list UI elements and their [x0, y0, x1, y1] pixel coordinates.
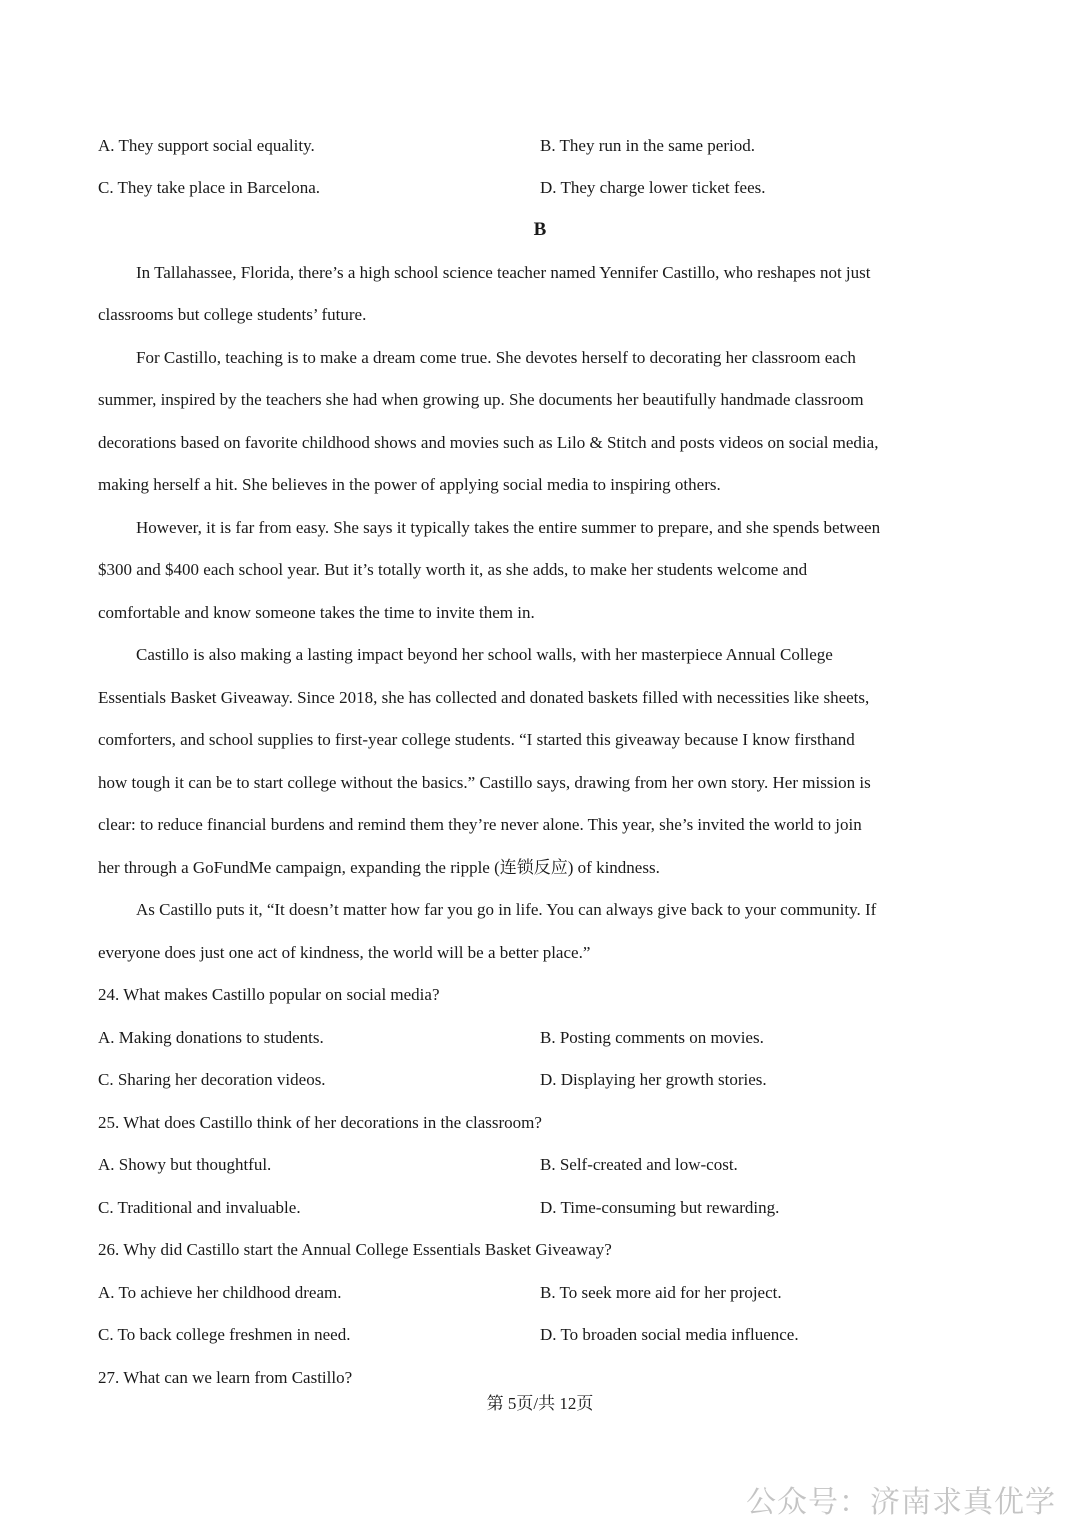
passage-line: Essentials Basket Giveaway. Since 2018, she has collected and donated baskets filled with necessities like sheets,	[98, 688, 870, 707]
passage-line: For Castillo, teaching is to make a dream come true. She devotes herself to decorating her classroom each	[136, 348, 856, 367]
option-b: B. Self-created and low-cost.	[540, 1155, 738, 1174]
passage-line: summer, inspired by the teachers she had when growing up. She documents her beautifully handmade classroom	[98, 390, 864, 409]
passage-line: In Tallahassee, Florida, there’s a high school science teacher named Yennifer Castillo, who reshapes not just	[136, 263, 871, 282]
passage-line: making herself a hit. She believes in the power of applying social media to inspiring others.	[98, 475, 721, 494]
passage-line: her through a GoFundMe campaign, expanding the ripple (连锁反应) of kindness.	[98, 858, 660, 877]
passage-line: Castillo is also making a lasting impact beyond her school walls, with her masterpiece Annual College	[136, 645, 833, 664]
option-d: D. Time-consuming but rewarding.	[540, 1198, 780, 1217]
question-stem: 26. Why did Castillo start the Annual College Essentials Basket Giveaway?	[98, 1240, 612, 1259]
passage-line: clear: to reduce financial burdens and remind them they’re never alone. This year, she’s invited the world to join	[98, 815, 862, 834]
passage-line: everyone does just one act of kindness, the world will be a better place.”	[98, 943, 591, 962]
passage-line: decorations based on favorite childhood shows and movies such as Lilo & Stitch and posts videos on social media,	[98, 433, 879, 452]
passage-line: classrooms but college students’ future.	[98, 305, 367, 324]
passage-line: However, it is far from easy. She says it typically takes the entire summer to prepare, and she spends between	[136, 518, 881, 537]
passage-line: comforters, and school supplies to first-year college students. “I started this giveaway because I know firsthand	[98, 730, 855, 749]
page-number: 第 5页/共 12页	[486, 1394, 594, 1413]
section-heading: B	[533, 219, 547, 240]
option-c: C. To back college freshmen in need.	[98, 1325, 351, 1344]
option-a: A. Showy but thoughtful.	[98, 1155, 272, 1174]
passage-line: As Castillo puts it, “It doesn’t matter how far you go in life. You can always give back to your community. If	[136, 900, 877, 919]
option-b: B. Posting comments on movies.	[540, 1028, 764, 1047]
option-c: C. They take place in Barcelona.	[98, 178, 321, 197]
question-stem: 24. What makes Castillo popular on social media?	[98, 985, 440, 1004]
question-stem: 25. What does Castillo think of her decorations in the classroom?	[98, 1113, 542, 1132]
passage-line: how tough it can be to start college without the basics.” Castillo says, drawing from her own story. Her mission is	[98, 773, 871, 792]
option-c: C. Traditional and invaluable.	[98, 1198, 301, 1217]
passage-line: comfortable and know someone takes the time to invite them in.	[98, 603, 535, 622]
option-a: A. Making donations to students.	[98, 1028, 324, 1047]
option-a: A. To achieve her childhood dream.	[98, 1283, 342, 1302]
option-d: D. Displaying her growth stories.	[540, 1070, 767, 1089]
question-stem: 27. What can we learn from Castillo?	[98, 1368, 353, 1387]
passage-line: $300 and $400 each school year. But it’s totally worth it, as she adds, to make her students welcome and	[98, 560, 808, 579]
option-d: D. To broaden social media influence.	[540, 1325, 799, 1344]
watermark: 公众号：济南求真优学	[746, 1485, 1056, 1520]
option-b: B. To seek more aid for her project.	[540, 1283, 782, 1302]
option-c: C. Sharing her decoration videos.	[98, 1070, 326, 1089]
option-d: D. They charge lower ticket fees.	[540, 178, 766, 197]
option-a: A. They support social equality.	[98, 136, 315, 155]
option-b: B. They run in the same period.	[540, 136, 755, 155]
